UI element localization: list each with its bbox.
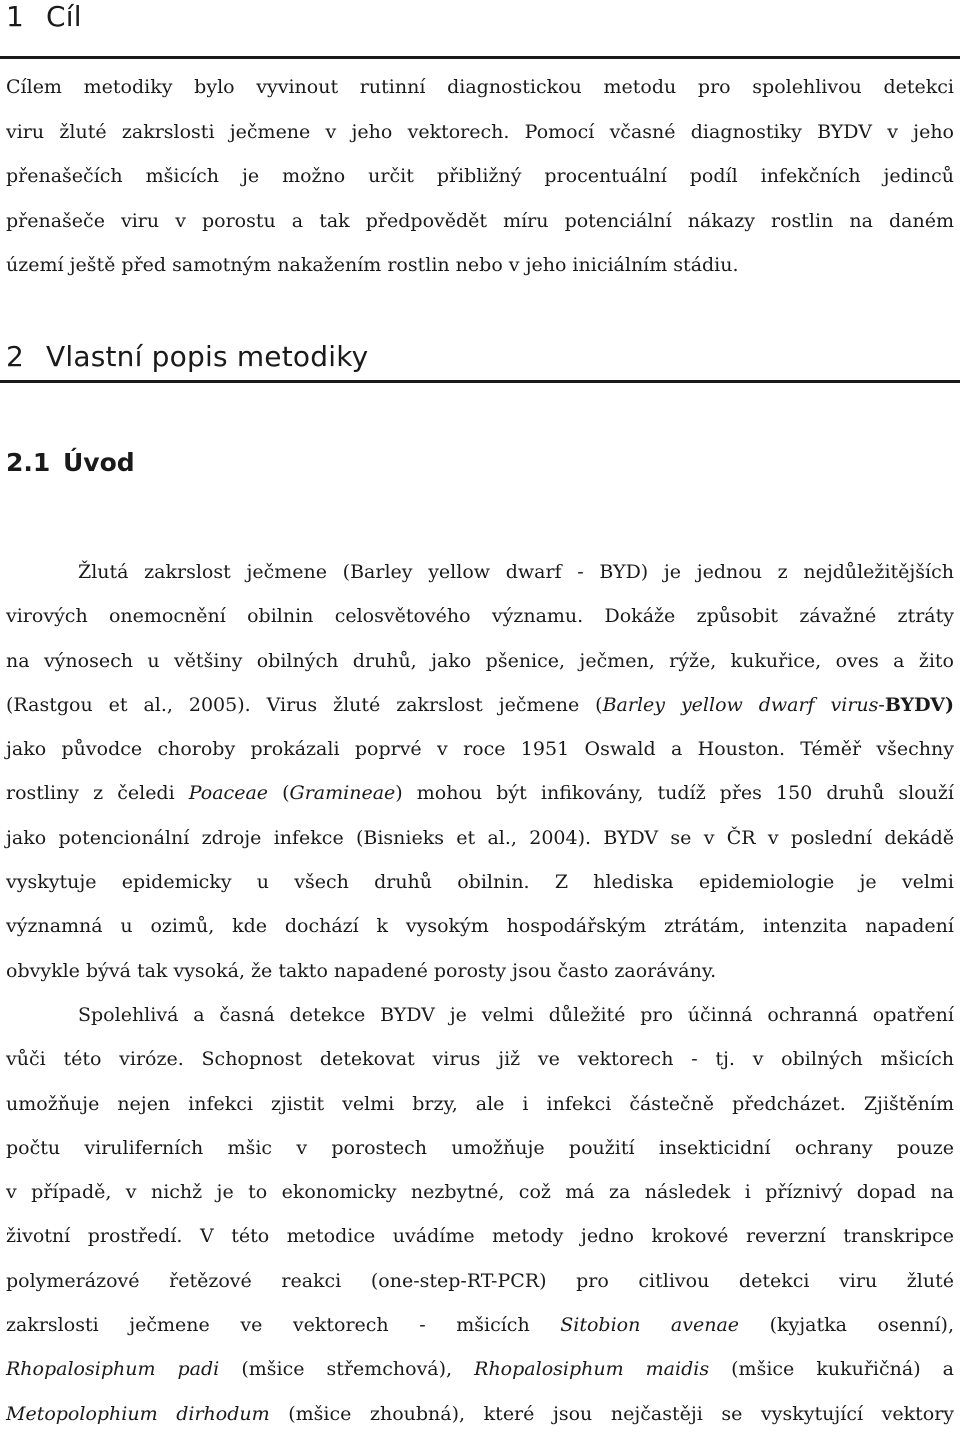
section-title: Cíl xyxy=(46,0,82,33)
text-run: ) mohou být infikovány, tudíž přes 150 druhů slouží xyxy=(395,782,955,805)
abbreviation: BYDV) xyxy=(884,693,954,716)
text-line: přenašečích mšicích je možno určit přibližný procentuální podíl infekčních jedinců xyxy=(6,165,954,187)
species-name: Barley yellow dwarf virus xyxy=(602,693,879,716)
text-line: území ještě před samotným nakažením rostlin nebo v jeho iniciálním stádiu. xyxy=(6,254,739,276)
subsection-2-1-heading xyxy=(6,448,135,477)
text-line: životní prostředí. V této metodice uvádíme metody jedno krokové reverzní transkripce xyxy=(6,1225,954,1248)
section-1-paragraph xyxy=(6,72,954,295)
text-line: polymerázové řetězové reakci (one-step-RT-PCR) pro citlivou detekci viru žluté xyxy=(6,1269,954,1292)
section-2-1-paragraph xyxy=(6,557,954,1443)
section-number: 2 xyxy=(6,340,25,373)
section-2-rule xyxy=(0,380,960,383)
text-run: (mšice kukuřičná) a xyxy=(709,1358,954,1381)
section-1-rule xyxy=(0,56,960,59)
text-line: jako původce choroby prokázali poprvé v roce 1951 Oswald a Houston. Téměř všechny xyxy=(6,738,954,761)
text-run: (mšice střemchová), xyxy=(219,1358,475,1381)
text-line: Cílem metodiky bylo vyvinout rutinní diagnostickou metodu pro spolehlivou detekci xyxy=(6,76,954,98)
section-2-heading xyxy=(6,340,368,373)
text-line: jako potencionální zdroje infekce (Bisnieks et al., 2004). BYDV se v ČR v poslední dekádě xyxy=(6,826,954,849)
species-name: Metopolophium dirhodum xyxy=(6,1402,270,1425)
section-title: Úvod xyxy=(63,448,135,477)
text-line: viru žluté zakrslosti ječmene v jeho vektorech. Pomocí včasné diagnostiky BYDV v jeho xyxy=(6,120,954,143)
text-line xyxy=(6,1354,954,1398)
taxon-name: Poaceae xyxy=(188,782,269,805)
text-run: - xyxy=(878,693,885,716)
species-name: Rhopalosiphum maidis xyxy=(474,1358,710,1381)
text-line: Žlutá zakrslost ječmene (Barley yellow dwarf - BYD) je jednou z nejdůležitějších xyxy=(78,561,954,583)
section-1-heading xyxy=(6,0,82,33)
text-line: přenašeče viru v porostu a tak předpovědět míru potenciální nákazy rostlin na daném xyxy=(6,209,954,232)
text-line: na výnosech u většiny obilných druhů, jako pšenice, ječmen, rýže, kukuřice, oves a žito xyxy=(6,649,954,672)
text-line: vyskytuje epidemicky u všech druhů obilnin. Z hlediska epidemiologie je velmi xyxy=(6,871,954,894)
species-name: Rhopalosiphum padi xyxy=(6,1358,220,1381)
text-run: rostliny z čeledi xyxy=(6,782,189,805)
text-run: (Rastgou et al., 2005). Virus žluté zakrslost ječmene ( xyxy=(6,693,603,716)
text-line xyxy=(6,1310,954,1354)
text-line: počtu viruliferních mšic v porostech umožňuje použití insekticidní ochrany pouze xyxy=(6,1136,954,1159)
text-run: (mšice zhoubná), které jsou nejčastěji se vyskytující vektory xyxy=(269,1402,955,1425)
text-line: Spolehlivá a časná detekce BYDV je velmi důležité pro účinná ochranná opatření xyxy=(78,1003,954,1026)
section-title: Vlastní popis metodiky xyxy=(46,340,369,373)
text-line: umožňuje nejen infekci zjistit velmi brzy, ale i infekci částečně předcházet. Zjištěním xyxy=(6,1092,954,1115)
text-line: významná u ozimů, kde dochází k vysokým hospodářským ztrátám, intenzita napadení xyxy=(6,915,954,938)
text-run: (kyjatka osenní), xyxy=(739,1314,954,1337)
species-name: Sitobion avenae xyxy=(560,1314,740,1337)
text-line xyxy=(6,778,954,822)
taxon-name: Gramineae xyxy=(289,782,396,805)
text-line: v případě, v nichž je to ekonomicky nezbytné, což má za následek i příznivý dopad na xyxy=(6,1181,954,1204)
section-number: 1 xyxy=(6,0,25,33)
text-line xyxy=(6,1399,954,1443)
text-line: vůči této viróze. Schopnost detekovat virus již ve vektorech - tj. v obilných mšicích xyxy=(6,1048,954,1071)
text-line xyxy=(6,690,954,734)
text-run: zakrslosti ječmene ve vektorech - mšicích xyxy=(6,1314,561,1337)
text-line: obvykle bývá tak vysoká, že takto napadené porosty jsou často zaorávány. xyxy=(6,959,717,982)
text-run: ( xyxy=(268,782,290,805)
section-number: 2.1 xyxy=(6,448,51,477)
text-line: virových onemocnění obilnin celosvětového významu. Dokáže způsobit závažné ztráty xyxy=(6,605,954,628)
